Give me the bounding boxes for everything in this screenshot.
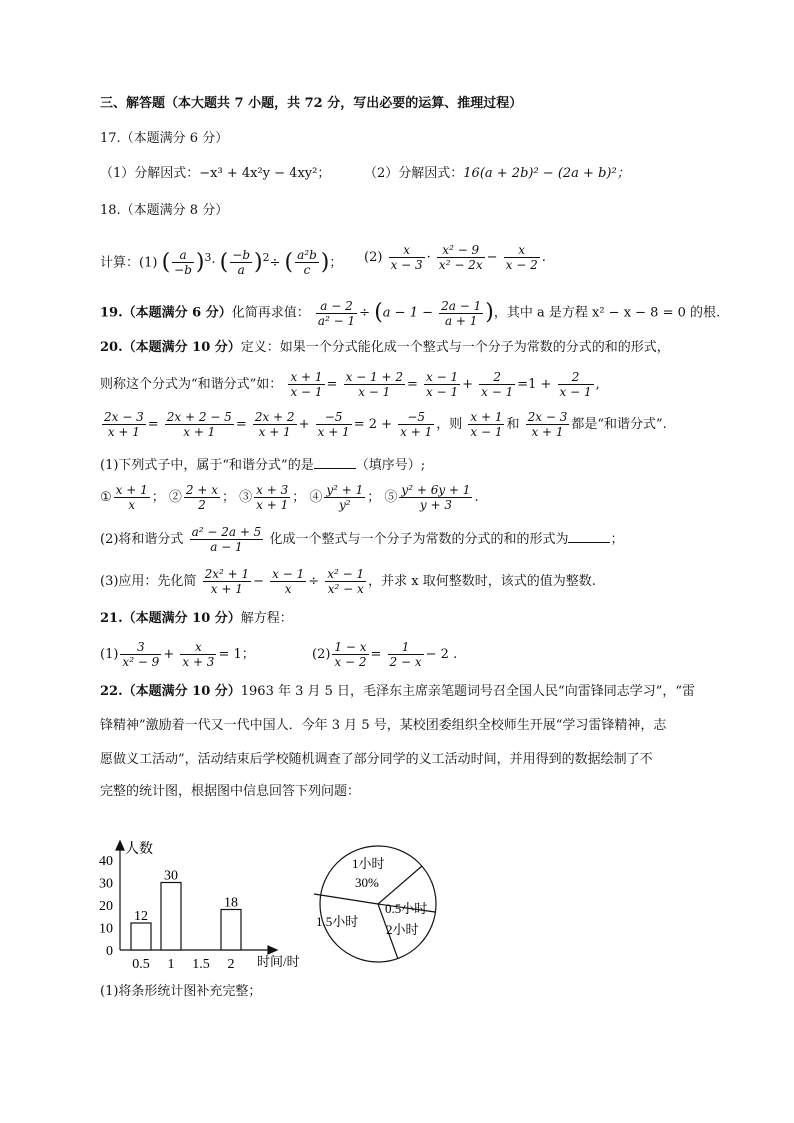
q20-line2: 则称这个分式为“和谐分式”如： $\frac{x + 1}{x - 1}$ = $\frac{x - 1 + 2}{x - 1}$ = $\frac{x - 1}{x - 1}$ + $\frac{2}{x - 1}$ =1 + $\frac{2}{x - 1}$ , [100, 370, 600, 399]
q18-part2: (2) $\frac{x}{x - 3}$ · $\frac{\text{x² − 9}}{\text{x² − 2x}}$ − $\frac{x}{x - 2}$ . [364, 243, 546, 272]
pie-label-1h: 1小时 [352, 856, 385, 871]
q21-part1: (1) $\frac{3}{\text{x² − 9}}$ + $\frac{x}{x + 3}$ = 1； [100, 640, 255, 669]
bar [221, 910, 241, 951]
x-axis-arrow [268, 946, 277, 954]
q17-part1: （1）分解因式：−x³ + 4x²y − 4xy²； [100, 166, 331, 181]
y-tick-label: 20 [99, 899, 113, 914]
q20-line1: 20.（本题满分 10 分）定义：如果一个分式能化成一个整式与一个分子为常数的分式的和的形式， [100, 340, 670, 355]
y-tick-label: 40 [99, 854, 113, 869]
x-tick-label: 1 [167, 957, 175, 972]
bar [131, 923, 151, 950]
y-tick-label: 30 [99, 876, 113, 892]
y-tick-label: 0 [106, 944, 113, 959]
pie-label-2h: 2小时 [386, 922, 419, 937]
pie-label-30pct: 30% [355, 875, 379, 890]
q22-line1: 22.（本题满分 10 分）1963 年 3 月 5 日，毛泽东主席亲笔题词号召全国人民“向雷锋同志学习”，“雷 [100, 684, 695, 699]
q20-options: ① $\frac{x + 1}{x}$ ； ② $\frac{2 + x}{2}$ ； ③ $\frac{x + 3}{x + 1}$ ； ④ $\frac{\text{y² + 1}}{\text{y²}}$ ； ⑤ $\frac{\text{y² + 6y + 1}}{y + 3}$ . [100, 483, 479, 512]
bar-chart [95, 835, 300, 975]
q17-part2: （2）分解因式：16(a + 2b)² − (2a + b)²； [364, 166, 630, 181]
q20-line3: $\frac{2x - 3}{x + 1}$ = $\frac{2x + 2 - 5}{x + 1}$ = $\frac{2x + 2}{x + 1}$ + $\frac{-5}{x + 1}$ = 2 + $\frac{-5}{x + 1}$ ，则 $\frac{x + 1}{x - 1}$ 和 $\frac{2x - 3}{x + 1}$ 都是“和谐分式”. [104, 410, 667, 439]
y-axis-label: 人数 [125, 842, 153, 857]
x-tick-label: 1.5 [192, 957, 210, 972]
x-tick-label: 0.5 [132, 957, 150, 972]
q17-header: 17.（本题满分 6 分） [100, 131, 229, 146]
q20-q2: (2)将和谐分式 $\frac{\text{a² − 2a + 5}}{a - 1}$ 化成一个整式与一个分子为常数的分式的和的形式为 ； [100, 525, 624, 554]
q22-q1: (1)将条形统计图补充完整； [100, 984, 262, 999]
x-tick-label: 2 [227, 957, 235, 972]
bar-data-label: 12 [134, 909, 148, 924]
q19: 19.（本题满分 6 分）化简再求值： $\frac{a - 2}{\text{a² − 1}}$ ÷ (a − 1 − $\frac{2a - 1}{a + 1}$ )，其中 a 是方程 x² − x − 8 = 0 的根. [100, 298, 721, 328]
q22-line2: 锋精神”激励着一代又一代中国人．今年 3 月 5 号，某校团委组织全校师生开展“学习雷锋精神，志 [100, 718, 667, 733]
bar-data-label: 18 [224, 895, 238, 911]
y-tick-label: 10 [99, 921, 113, 937]
q22-line4: 完整的统计图，根据图中信息回答下列问题： [100, 784, 361, 799]
pie-divider [314, 894, 378, 904]
bar-data-label: 30 [164, 868, 178, 884]
pie-divider [378, 866, 422, 904]
x-axis-label: 时间/时 [257, 954, 300, 969]
pie-label-0.5h: 0.5小时 [385, 901, 428, 916]
pie-chart [310, 838, 455, 973]
q20-q3: (3)应用：先化简 $\frac{\text{2x² + 1}}{x + 1}$ − $\frac{x - 1}{x}$ ÷ $\frac{\text{x² − 1}}{\text{x² − x}}$ ，并求 x 取何整数时，该式的值为整数. [100, 567, 596, 596]
q20-q1: (1)下列式子中，属于“和谐分式”的是 （填序号）; [100, 458, 426, 473]
y-axis-arrow [116, 841, 124, 850]
q21-header: 21.（本题满分 10 分）解方程： [100, 611, 293, 626]
q22-line3: 愿做义工活动”，活动结束后学校随机调查了部分同学的义工活动时间，并用得到的数据绘制了不 [100, 752, 653, 767]
q21-part2: (2) $\frac{1 - x}{x - 2}$ = $\frac{1}{2 - x}$ − 2 . [312, 640, 458, 669]
q18-part1: 计算：(1) ( $\frac{a}{-b}$ )$^3$· ( $\frac{-b}{a}$ )$^2$÷ ( $\frac{\text{a²b}}{c}$ )； [100, 248, 343, 278]
section-title: 三、解答题（本大题共 7 小题，共 72 分，写出必要的运算、推理过程） [100, 96, 523, 111]
q18-header: 18.（本题满分 8 分） [100, 203, 229, 218]
pie-label-1.5h: 1.5小时 [316, 914, 359, 929]
bar [161, 883, 181, 951]
